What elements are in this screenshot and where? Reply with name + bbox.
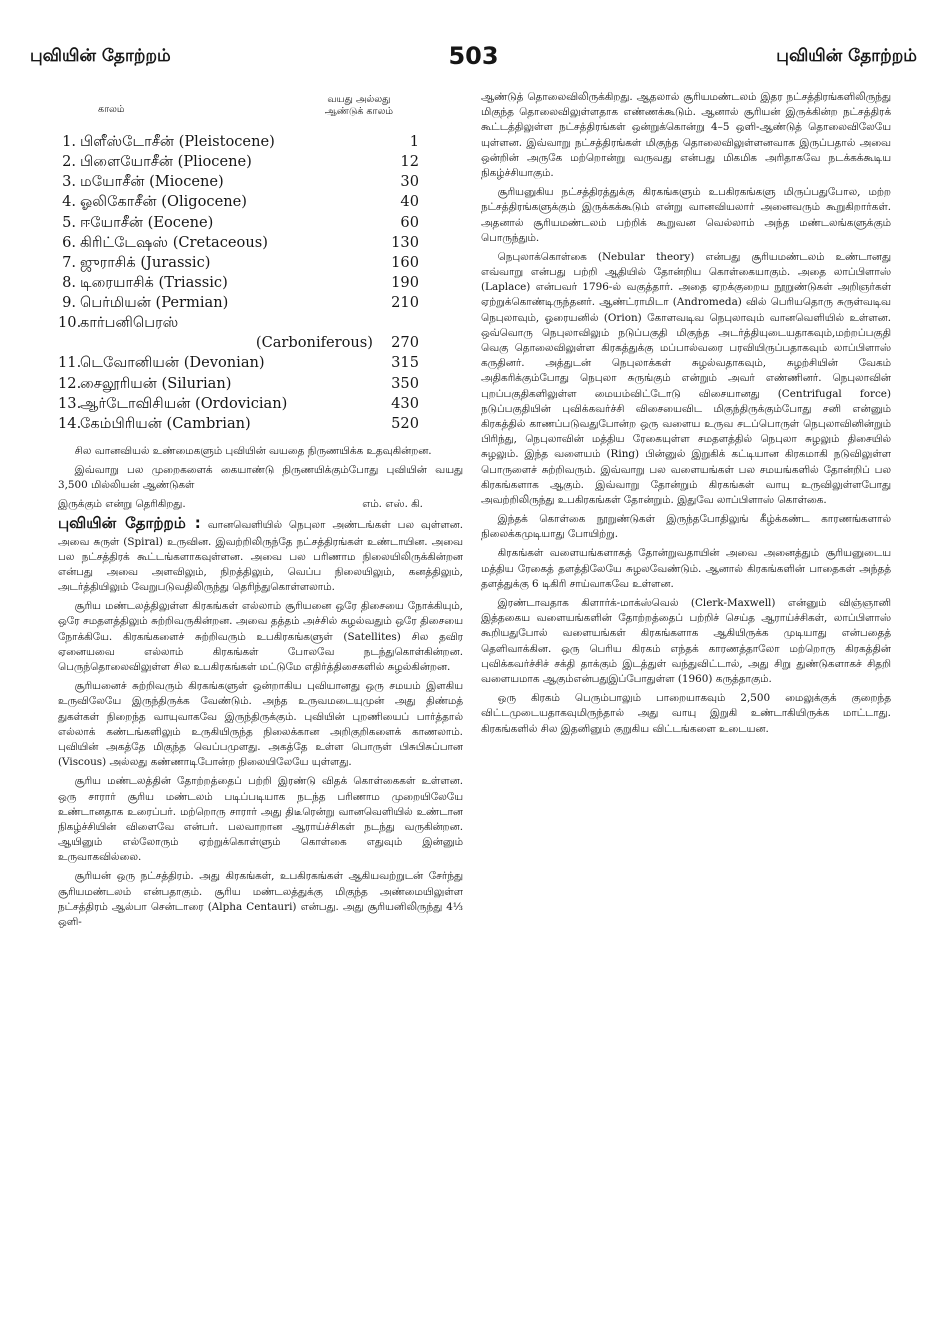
table-row-number: 2. (62, 153, 76, 171)
table-row-number: 5. (62, 213, 76, 231)
paragraph: சில வானவியல் உண்மைகளும் புவியின் வயதை நிருணயிக்க உதவுகின்றன. (74, 444, 432, 457)
paragraph-end: இருக்கும் என்று தெரிகிறது. (58, 498, 186, 511)
table-row-years: 190 (391, 273, 419, 291)
table-row-years: 130 (391, 233, 419, 251)
paragraph: இரண்டாவதாக கிளார்க்-மாக்ஸ்வெல் (Clerk-Maxwell) என்னும் விஞ்ஞானி இத்தகைய வளையங்களின் தோற்றத்தைப் பற்றிச் செய்த ஆராய்ச்சிகள், லாப்பிளாஸ் கூறியதுபோல் வளையங்கள் கிரகங்களாக ஆகியிருக்க முடியாது என்பதைத் தெளிவாக்கின. ஒரு பெரிய கிரகம் எந்தக் காரணத்தாலோ மற்றொரு கிரகத்தின் புவிக்கவர்ச்சிச் சக்தி தாக்கும் இடத்துள் வந்துவிட்டால், அது சிறு துண்டுகளாகச் சிதறி வளையமாக ஆகும்என்பதுஇப்போதுள்ள (1960) கருத்தாகும். (481, 597, 891, 685)
table-row-name-cont: (Carboniferous) (255, 334, 373, 352)
paragraph: நெபுலாக்கொள்கை (Nebular theory) என்பது சூரியமண்டலம் உண்டானது எவ்வாறு என்பது பற்றி ஆதியில் தோன்றிய கொள்கையாகும். அதை லாப்பிளாஸ் (Laplace) என்பவர் 1796-ல் வகுத்தார். அதை ஏறக்குறைய நூறுண்டுகள் அறிஞர்கள் ஏற்றுக்கொண்டிருந்தனர். ஆண்ட்ராமிடா (Andromeda) வில் பெரியதொரு சுருள்வடிவ நெபுலாவும், ஓரையனில் (Orion) கோளவடிவ நெபுலாவும் வானவெளியில் உள்ளன. ஒவ்வொரு நெபுலாவிலும் நடுப்பகுதி மிகுந்த அடர்த்தியுடையதாகவும்,மற்றப்பகுதி வெகு தொலைவிலுள்ள கிரகத்துக்கு மப்பால்வரை பரவியிருப்பதாகவும் லாப்பிளாஸ் கருதினர். அத்துடன் நெபுலாக்கள் சுழல்வதாகவும், சுழற்சியின் வேகம் அதிகரிக்கும்போது நெபுலா சுருங்கும் என்றும் அவர் எண்ணினர். நெபுலாவின் புறப்பகுதிகளிலுள்ள மையம்விட்டோடு விசையானது (Centrifugal force) நடுப்பகுதியின் புவிக்கவர்ச்சி விசையைவிட மிகுந்திருக்கும்போது சனி என்னும் கிரகத்தில் காணப்படுவதுபோன்ற ஒரு வளைய உருவ சடப்பொருள் நெபுலாவினின்றும் பிரிந்து, நெபுலாவின் மத்திய ரேகையுள்ள சமதளத்தில் நெபுலா சுழலும் திசையில் சுழலும். இந்த வளையம் (Ring) பின்னுல் இறுகிக் கட்டியான கிரகமாகி நடுவிலுள்ள பொருளைச் சுற்றிவரும். இவ்வாறு பல வளையங்கள் பல சமயங்களில் தோன்றிப் பல கிரகங்களாக ஆகும். இவ்வாறு தோன்றும் கிரகங்கள் வாயு உருவிலுள்ளபோது அவற்றிலிருந்து உபகிரகங்கள் தோன்றும். இதுவே லாப்பிளாஸ் கொள்கை. (481, 250, 891, 506)
page-number: 503 (448, 42, 499, 70)
table-row (58, 353, 463, 373)
table-rows-group-1 (58, 132, 463, 333)
table-row (58, 414, 463, 434)
page-header (30, 42, 917, 86)
table-row-years: 160 (391, 253, 419, 271)
table-row-name: கார்பனிபெரஸ் (80, 314, 179, 332)
paragraph: சூரியனைச் சுற்றிவரும் கிரகங்களுள் ஒன்றாகிய புவியானது ஒரு சமயம் இளகிய உருவிலேயே இருந்திருக்க வேண்டும். அந்த உருவமடையுமுன் அது திண்மத் துகள்கள் நிறைந்த வாயுவாகவே இருந்திருக்கும். புவியின் புறணியைப் பார்த்தால் எல்லாக் கண்டங்களிலும் உருகியிருந்த நிலைக்கான அறிகுறிகளைக் காணலாம். புவியின் அகத்தே மிகுந்த வெப்பமுளது. அகத்தே உள்ள பொருள் பிசுபிசுப்பான (Viscous) அல்லது கண்ணாடிபோன்ற நிலையிலேயே யுள்ளது. (58, 680, 463, 769)
column-header-age-line2: ஆண்டுக் காலம் (324, 105, 393, 117)
table-row-years: 350 (391, 374, 419, 392)
author-signature: எம். எஸ். கி. (362, 498, 423, 511)
table-row-years: 1 (409, 133, 419, 150)
signature-line (58, 497, 463, 512)
running-title-left: புவியின் தோற்றம் (30, 46, 171, 66)
table-row-number: 9. (62, 294, 76, 311)
column-header-age-line1: வயது அல்லது (327, 94, 391, 105)
table-row (58, 213, 463, 233)
section-paragraph (58, 513, 463, 596)
table-rows-group-2 (58, 353, 463, 434)
table-row-years: 30 (400, 173, 419, 191)
column-header-period: காலம் (98, 104, 125, 115)
table-row-name: மயோசீன் (Miocene) (80, 173, 224, 191)
table-row-years: 60 (400, 213, 419, 231)
table-row-number: 14. (58, 414, 82, 432)
table-row-name: டெவோனியன் (Devonian) (80, 354, 265, 372)
table-row-years: 430 (391, 394, 419, 412)
table-row-years: 315 (391, 354, 419, 372)
table-row (58, 333, 463, 353)
section-text: வானவெளியில் நெபுலா அண்டங்கள் பல வுள்ளன. அவை சுருள் (Spiral) உருவின. இவற்றிலிருந்தே நட்சத்திரங்கள் உண்டாயின. அவை பல நட்சத்திரக் கூட்டங்களாகவுள்ளன. அவை பல பரிணாம நிலையிலிருக்கின்றன என்பது அவை அளவிலும், நிறத்திலும், வெப்ப நிலையிலும், கனத்திலும், அடர்த்தியிலும் வேறுபடுவதிலிருந்து தெரிந்துகொள்ளலாம். (58, 518, 463, 594)
table-row (58, 233, 463, 253)
table-row-number: 7. (62, 253, 76, 271)
table-row (58, 192, 463, 212)
table-row-number: 13. (58, 394, 82, 412)
table-row (58, 152, 463, 172)
table-row (58, 374, 463, 394)
paragraph: சூரியன் ஒரு நட்சத்திரம். அது கிரகங்கள், உபகிரகங்கள் ஆகியவற்றுடன் சேர்ந்து சூரியமண்டலம் என்பதாகும். சூரிய மண்டலத்துக்கு மிகுந்த அண்மையிலுள்ள நட்சத்திரம் ஆல்பா சென்டாரை (Alpha Centauri) என்பது. அது சூரியனிலிருந்து 4⅓ ஒளி- (58, 870, 463, 929)
paragraph: இவ்வாறு பல முறைகளைக் கையாண்டு நிருணயிக்கும்போது புவியின் வயது 3,500 மில்லியன் ஆண்டுகள் (58, 464, 463, 492)
table-row-name: டிரையாசிக் (Triassic) (80, 273, 228, 291)
running-title-right: புவியின் தோற்றம் (776, 46, 917, 66)
table-row-name: கேம்பிரியன் (Cambrian) (80, 414, 251, 432)
table-row-number: 4. (62, 193, 76, 211)
table-row-years: 12 (400, 153, 419, 171)
table-row-name: சைலூரியன் (Silurian) (80, 374, 232, 392)
table-row-name: ஈயோசீன் (Eocene) (80, 213, 214, 231)
table-row-number: 12. (58, 374, 82, 392)
table-row (58, 132, 463, 152)
table-row (58, 293, 463, 313)
column-header-age (325, 94, 393, 118)
section-title: புவியின் தோற்றம் : (58, 513, 201, 532)
table-row-years: 520 (391, 414, 419, 432)
paragraph: ஒரு கிரகம் பெரும்பாலும் பாறையாகவும் 2,500 மைலுக்குக் குறைந்த விட்டமுடையதாகவுமிருந்தால் அது வாயு இறுகி உண்டாகியிருக்க மாட்டாது. கிரகங்களில் சில இதனினும் குறுகிய விட்டங்களை உடையன. (481, 692, 891, 735)
paragraph: இந்தக் கொள்கை நூறுண்டுகள் இருந்தபோதிலுங் கீழ்க்கண்ட காரணங்களால் நிலைக்கமுடியாது போயிற்று. (481, 513, 891, 541)
table-row (58, 273, 463, 293)
table-row (58, 394, 463, 414)
table-row-name: கிரிட்டேஷஸ் (Cretaceous) (80, 233, 268, 251)
table-row-number: 3. (62, 173, 76, 191)
right-column (481, 90, 891, 1290)
table-row-number: 8. (62, 273, 76, 291)
table-row-years: 210 (391, 294, 419, 311)
paragraph: சூரியனுகிய நட்சத்திரத்துக்கு கிரகங்களும் உபகிரகங்களு மிருப்பதுபோல, மற்ற நட்சத்திரங்களுக்கும் இருக்கக்கூடும் என்று வானவியலார் அனைவரும் கூறுகிறார்கள். அதனால் சூரியமண்டலம் பற்றிக் கூறுவன வெல்லாம் அந்த மண்டலங்களுக்கும் பொருந்தும். (481, 186, 891, 244)
table-row-years: 270 (391, 334, 419, 352)
paragraph: சூரிய மண்டலத்தின் தோற்றத்தைப் பற்றி இரண்டு விதக் கொள்கைகள் உள்ளன. ஒரு சாரார் சூரிய மண்டலம் படிப்படியாக நடந்த பரிணாம முறையிலேயே உண்டானதாக உரைப்பர். மற்றொரு சாரார் அது திடீரென்று வானவெளியில் உண்டான நிகழ்ச்சியின் விளைவே என்பர். பலவாறான ஆராய்ச்சிகள் நடந்து வருகின்றன. ஆயினும் எல்லோரும் ஏற்றுக்கொள்ளும் கொள்கை எதுவும் இன்னும் உருவாகவில்லை. (58, 775, 463, 864)
table-row-name: பிளையோசீன் (Pliocene) (80, 153, 252, 171)
table-row-name: ஓலிகோசீன் (Oligocene) (80, 193, 247, 211)
table-row-number: 6. (62, 233, 76, 251)
paragraph: கிரகங்கள் வளையங்களாகத் தோன்றுவதாயின் அவை அனைத்தும் சூரியனுடைய மத்திய ரேகைத் தளத்திலேயே சுழலவேண்டும். ஆனால் கிரகங்களின் பாதைகள் அந்தத் தளத்துக்கு 6 டிகிரி சாய்வாகவே உள்ளன. (481, 547, 891, 590)
table-row-name: பெர்மியன் (Permian) (80, 294, 229, 311)
table-row-name: ஆர்டோவிசியன் (Ordovician) (80, 394, 288, 412)
paragraph: ஆண்டுத் தொலைவிலிருக்கிறது. ஆதலால் சூரியமண்டலம் இதர நட்சத்திரங்களிலிருந்து மிகுந்த தொலைவிலுள்ளதாக எண்ணக்கூடும். ஆனால் சூரியன் இருக்கின்ற நட்சத்திரக் கூட்டத்திலுள்ள நட்சத்திரங்கள் ஒன்றுக்கொன்று 4–5 ஒளி-ஆண்டுத் தொலைவிலேயே யுள்ளன. இவ்வாறு நட்சத்திரங்கள் மிகுந்த தொலைவிலுள்ளனவாக இருப்பதால் அவை ஒன்றின் அருகே மற்றொன்று வருவது என்பது மிகமிக அரிதாகவே நடக்கக்கூடிய நிகழ்ச்சியாகும். (481, 91, 891, 179)
paragraph: சூரிய மண்டலத்திலுள்ள கிரகங்கள் எல்லாம் சூரியனை ஒரே திசையை நோக்கியும், ஒரே சமதளத்திலும் சுற்றிவருகின்றன. அவை தத்தம் அச்சில் சுழல்வதும் ஒரே திசையை நோக்கியே. கிரகங்களைச் சுற்றிவரும் உபகிரகங்களுள் (Satellites) சில தவிர ஏனையவை எல்லாம் கிரகங்கள் போலவே நடந்துகொள்கின்றன. பெருந்தொலைவிலுள்ள சில உபகிரகங்கள் மட்டுமே எதிர்த்திசைகளில் சுழல்கின்றன. (58, 600, 463, 674)
left-column (58, 90, 463, 1280)
table-row-number: 11. (58, 354, 82, 372)
table-row (58, 172, 463, 192)
table-row-number: 10. (58, 314, 82, 332)
table-row-years: 40 (400, 193, 419, 211)
table-row-name: ஜுராசிக் (Jurassic) (80, 253, 211, 271)
table-row-number: 1. (62, 133, 76, 150)
table-row-name: பிளீஸ்டோசீன் (Pleistocene) (80, 133, 275, 150)
table-row (58, 253, 463, 273)
table-header (58, 90, 463, 132)
table-row (58, 313, 463, 333)
geologic-periods-table (58, 132, 463, 434)
